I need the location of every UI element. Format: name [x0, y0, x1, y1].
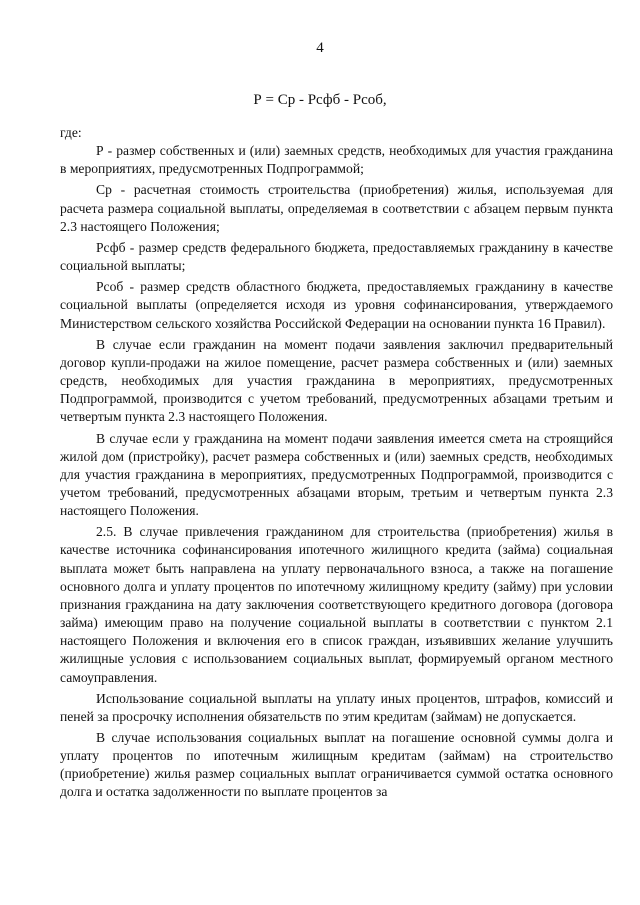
document-body [60, 124, 613, 802]
intro-text: где: [60, 125, 82, 140]
paragraph-cp-definition: Ср - расчетная стоимость строительства (приобретения) жилья, используемая для расчета размера социальной выплаты, определяемая в соответствии с абзацем первым пункта 2.3 настоящего Положения; [60, 182, 613, 234]
paragraph-other-interest: Использование социальной выплаты на уплату иных процентов, штрафов, комиссий и пеней за просрочку исполнения обязательств по этим кредитам (займам) не допускается. [60, 690, 613, 724]
formula: Р = Ср - Рсфб - Рсоб, [253, 92, 387, 108]
paragraph-section-2-5: 2.5. В случае привлечения гражданином для строительства (приобретения) жилья в качестве источника софинансирования ипотечного жилищного кредита (займа) социальная выплата может быть направлена на уплату первоначального взноса, а также на погашение основного долга и уплату процентов по ипотечному жилищному кредиту (займу) при условии признания гражданина на дату заключения соответствующего кредитного договора (договора займа) имеющим право на получение социальной выплаты в соответствии с пунктом 2.1 настоящего Положения и включения его в список граждан, изъявивших желание улучшить жилищные условия с использованием социальных выплат, формируемый органом местного самоуправления. [60, 524, 613, 685]
page-number: 4 [316, 40, 324, 56]
paragraph-rsfb-definition: Рсфб - размер средств федерального бюджета, предоставляемых гражданину в качестве социальной выплаты; [60, 239, 613, 274]
paragraph-p-definition: Р - размер собственных и (или) заемных средств, необходимых для участия гражданина в мероприятиях, предусмотренных Подпрограммой; [60, 143, 613, 177]
paragraph-construction-estimate: В случае если у гражданина на момент подачи заявления имеется смета на строящийся жилой дом (пристройку), расчет размера собственных и (или) заемных средств, необходимых для участия гражданина в мероприятиях, предусмотренных Подпрограммой, производится с учетом требований, предусмотренных абзацами вторым, третьим и четвертым пункта 2.3 настоящего Положения. [60, 430, 613, 519]
paragraph-preliminary-contract: В случае если гражданин на момент подачи заявления заключил предварительный договор купли-продажи на жилое помещение, расчет размера собственных и (или) заемных средств, необходимых для участия гражданина в мероприятиях, предусмотренных Подпрограммой, производится с учетом требований, предусмотренных абзацами третьим и четвертым пункта 2.3 настоящего Положения. [60, 336, 613, 425]
paragraph-rsob-definition: Рсоб - размер средств областного бюджета, предоставляемых гражданину в качестве социальной выплаты (определяется исходя из уровня софинансирования, утверждаемого Министерством сельского хозяйства Российской Федерации на основании пункта 16 Правил). [60, 279, 613, 331]
paragraph-principal-repayment: В случае использования социальных выплат на погашение основной суммы долга и уплату процентов по ипотечным жилищным кредитам (займам) на строительство (приобретение) жилья размер социальных выплат ограничивается суммой остатка основного долга и остатка задолженности по выплате процентов за [60, 730, 613, 800]
